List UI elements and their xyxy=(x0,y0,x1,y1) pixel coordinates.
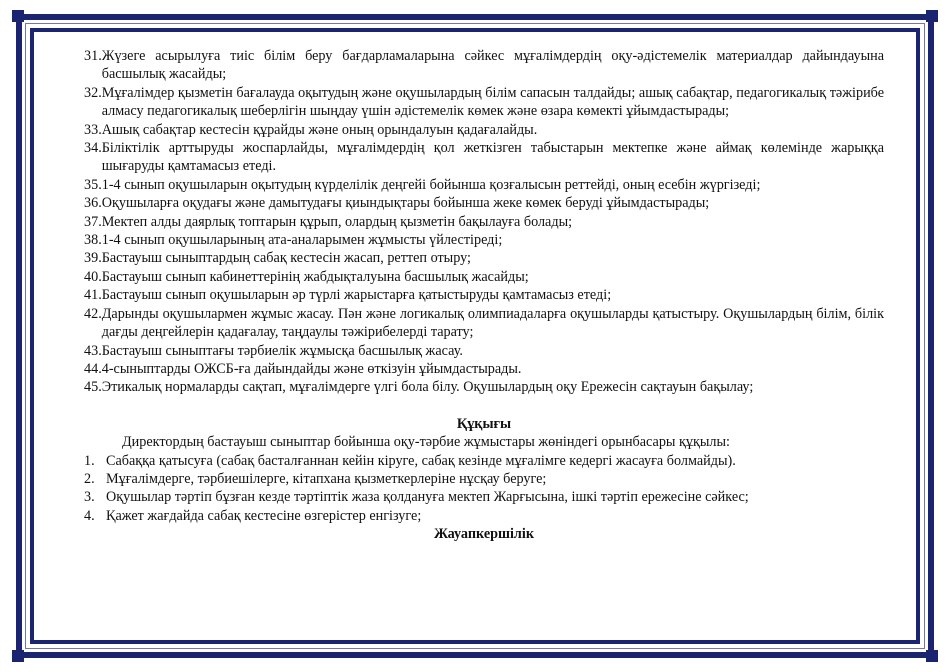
duty-item xyxy=(84,360,884,378)
duty-number: 33. xyxy=(84,121,102,138)
rights-heading: Құқығы xyxy=(456,415,512,432)
duty-item xyxy=(84,378,884,396)
duty-text: 1-4 сынып оқушыларын оқытудың күрделілік деңгейі бойынша қозғалысын реттейді, оның есебін жүргізеді; xyxy=(101,176,761,193)
rights-item xyxy=(84,470,884,488)
rights-list xyxy=(84,452,884,526)
duty-text: Дарынды оқушылармен жұмыс жасау. Пән және логикалық олимпиадаларға оқушыларды қатыстыру. Оқушылардың білім, білік дағды деңгейлерін қадағалау, таңдаулы тәжірибелерді тарату; xyxy=(101,305,884,341)
duty-text: Этикалық нормаларды сақтап, мұғалімдерге үлгі бола білу. Оқушылардың оқу Ережесін сақтауын бақылау; xyxy=(101,379,754,396)
duty-item xyxy=(84,194,884,212)
duty-number: 43. xyxy=(84,342,102,359)
duty-item xyxy=(84,84,884,121)
rights-item xyxy=(84,452,884,470)
duty-text: Оқушыларға оқудағы және дамытудағы қиындықтары бойынша жеке көмек беруді ұйымдастырады; xyxy=(101,195,710,212)
duty-item xyxy=(84,249,884,267)
duty-text: Бастауыш сынып оқушыларын әр түрлі жарыстарға қатыстыруды қамтамасыз етеді; xyxy=(101,287,612,304)
duty-text: Біліктілік арттыруды жоспарлайды, мұғалімдердің қол жеткізген табыстарын мектепке және аймақ көлемінде жарыққа шығаруды қамтамасыз етеді. xyxy=(101,140,884,175)
duty-item xyxy=(84,305,884,342)
duty-text: Бастауыш сыныптағы тәрбиелік жұмысқа басшылық жасау. xyxy=(101,342,463,359)
rights-text: Мұғалімдерге, тәрбиешілерге, кітапхана қызметкерлеріне нұсқау беруге; xyxy=(106,470,547,487)
duty-number: 45. xyxy=(84,379,102,396)
border-corner-ornament xyxy=(12,10,24,22)
duty-text: Мектеп алды даярлық топтарын құрып, олардың қызметін бақылауға болады; xyxy=(101,213,573,230)
duty-item xyxy=(84,342,884,360)
rights-intro: Директордың бастауыш сыныптар бойынша оқу-тәрбие жұмыстары жөніндегі орынбасары құқылы: xyxy=(122,434,730,451)
duty-number: 31. xyxy=(84,48,102,64)
duty-number: 42. xyxy=(84,305,102,322)
rights-item xyxy=(84,488,884,506)
duty-text: Ашық сабақтар кестесін құрайды және оның орындалуын қадағалайды. xyxy=(101,121,538,138)
duty-number: 38. xyxy=(84,232,102,249)
duty-item xyxy=(84,47,884,84)
duty-text: Бастауыш сынып кабинеттерінің жабдықталуына басшылық жасайды; xyxy=(101,268,529,285)
duty-item xyxy=(84,286,884,304)
rights-text: Қажет жағдайда сабақ кестесіне өзгерістер енгізуге; xyxy=(106,507,422,524)
duty-text: Мұғалімдер қызметін бағалауда оқытудың және оқушылардың білім сапасын талдайды; ашық сабақтар, педагогикалық тәжірибе алмасу педагогикалық шеберлігін шыңдау үшін әдістемелік көмек және өзара көмекті ұйымдастырады; xyxy=(101,84,884,120)
duty-number: 32. xyxy=(84,84,102,101)
duty-number: 41. xyxy=(84,287,102,304)
duty-number: 35. xyxy=(84,176,102,193)
duty-text: 1-4 сынып оқушыларының ата-аналарымен жұмысты үйлестіреді; xyxy=(101,232,503,249)
duty-number: 36. xyxy=(84,195,102,212)
border-corner-ornament xyxy=(926,10,938,22)
duty-item xyxy=(84,139,884,176)
duty-item xyxy=(84,121,884,139)
rights-text: Оқушылар тәртіп бұзған кезде тәртіптік жаза қолдануға мектеп Жарғысына, ішкі тәртіп ережесіне сәйкес; xyxy=(106,489,749,506)
duty-text: 4-сыныптарды ОЖСБ-ға дайындайды және өткізуін ұйымдастырады. xyxy=(101,360,522,377)
duty-number: 40. xyxy=(84,268,102,285)
rights-number: 1. xyxy=(84,452,95,469)
border-corner-ornament xyxy=(12,650,24,662)
rights-number: 2. xyxy=(84,470,95,487)
duty-item xyxy=(84,268,884,286)
border-corner-ornament xyxy=(926,650,938,662)
duty-item xyxy=(84,213,884,231)
duty-item xyxy=(84,231,884,249)
document-body xyxy=(84,47,884,544)
duty-number: 39. xyxy=(84,250,102,267)
rights-number: 4. xyxy=(84,507,95,524)
rights-text: Сабаққа қатысуға (сабақ басталғаннан кейін кіруге, сабақ кезінде мұғалімге кедергі жасауға болмайды). xyxy=(106,452,736,469)
rights-number: 3. xyxy=(84,489,95,506)
duty-item xyxy=(84,176,884,194)
duty-text: Жүзеге асырылуға тиіс білім беру бағдарламаларына сәйкес мұғалімдердің оқу-әдістемелік материалдар дайындауына басшылық жасайды; xyxy=(101,48,884,83)
duty-text: Бастауыш сыныптардың сабақ кестесін жасап, реттеп отыру; xyxy=(101,250,471,267)
duty-number: 37. xyxy=(84,213,102,230)
duties-list xyxy=(84,47,884,397)
responsibility-heading: Жауапкершілік xyxy=(433,526,535,543)
duty-number: 44. xyxy=(84,360,102,377)
rights-item xyxy=(84,507,884,525)
duty-number: 34. xyxy=(84,140,102,157)
section-spacer xyxy=(84,397,884,415)
